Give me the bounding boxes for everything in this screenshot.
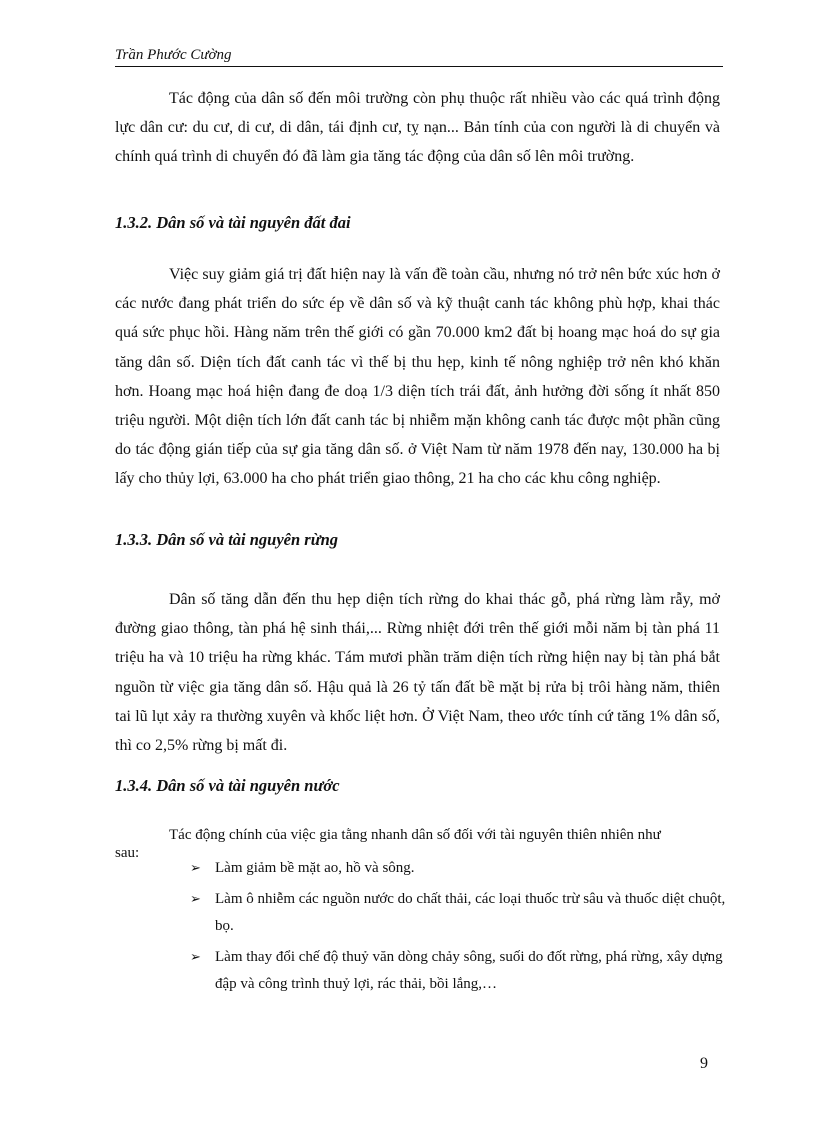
heading-1-3-2: 1.3.2. Dân số và tài nguyên đất đai bbox=[115, 213, 351, 232]
arrow-bullet-icon: ➢ bbox=[190, 949, 201, 965]
list-item bbox=[190, 855, 730, 883]
heading-1-3-3: 1.3.3. Dân số và tài nguyên rừng bbox=[115, 530, 339, 549]
arrow-bullet-icon: ➢ bbox=[190, 861, 201, 876]
water-impact-list bbox=[190, 855, 730, 1002]
list-item-text: Làm thay đổi chế độ thuỷ văn dòng chảy sông, suối do đốt rừng, phá rừng, xây dựng đập và công trình thuỷ lợi, rác thải, bồi lắng,… bbox=[215, 948, 723, 992]
header-divider bbox=[115, 66, 723, 67]
water-intro-continuation: sau: bbox=[115, 845, 140, 861]
list-item bbox=[190, 886, 730, 941]
paragraph-land-resources: Việc suy giảm giá trị đất hiện nay là vấn đề toàn cầu, nhưng nó trở nên bức xúc hơn ở các nước đang phát triển do sức ép về dân số và kỹ thuật canh tác không phù hợp, khai thác quá sức phục hồi. Hàng năm trên thế giới có gần 70.000 km2 đất bị hoang mạc hoá do sự gia tăng dân số. Diện tích đất canh tác vì thế bị thu hẹp, kinh tế nông nghiệp trở nên khó khăn hơn. Hoang mạc hoá hiện đang đe doạ 1/3 diện tích trái đất, ảnh hưởng đời sống ít nhất 850 triệu người. Một diện tích lớn đất canh tác bị nhiễm mặn không canh tác được một phần cũng do tác động gián tiếp của sự gia tăng dân số. ở Việt Nam từ năm 1978 đến nay, 130.000 ha bị lấy cho thủy lợi, 63.000 ha cho phát triển giao thông, 21 ha cho các khu công nghiệp. bbox=[115, 266, 720, 488]
list-item-text: Làm ô nhiễm các nguồn nước do chất thải, các loại thuốc trừ sâu và thuốc diệt chuột, bọ. bbox=[215, 890, 726, 934]
arrow-bullet-icon: ➢ bbox=[190, 891, 201, 907]
paragraph-population-dynamics: Tác động của dân số đến môi trường còn phụ thuộc rất nhiều vào các quá trình động lực dân cư: du cư, di cư, di dân, tái định cư, tỵ nạn... Bản tính của con người là di chuyển và chính quá trình di chuyển đó đã làm gia tăng tác động của dân số lên môi trường. bbox=[115, 90, 720, 166]
list-item bbox=[190, 944, 730, 999]
water-intro-line: Tác động chính của việc gia tằng nhanh dân số đối với tài nguyên thiên nhiên như bbox=[169, 827, 661, 843]
heading-1-3-4: 1.3.4. Dân số và tài nguyên nước bbox=[115, 776, 340, 795]
paragraph-forest-resources: Dân số tăng dẫn đến thu hẹp diện tích rừng do khai thác gỗ, phá rừng làm rẫy, mở đường giao thông, tàn phá hệ sinh thái,... Rừng nhiệt đới trên thế giới mỗi năm bị tàn phá 11 triệu ha và 10 triệu ha rừng khác. Tám mươi phần trăm diện tích rừng hiện nay bị tàn phá bắt nguồn từ việc gia tăng dân số. Hậu quả là 26 tỷ tấn đất bề mặt bị rửa bị trôi hàng năm, thiên tai lũ lụt xảy ra thường xuyên và khốc liệt hơn. Ở Việt Nam, theo ước tính cứ tăng 1% dân số, thì co 2,5% rừng bị mất đi. bbox=[115, 591, 720, 755]
running-header-author: Trần Phước Cường bbox=[115, 47, 232, 63]
list-item-text: Làm giảm bề mặt ao, hồ và sông. bbox=[215, 860, 415, 876]
page-number: 9 bbox=[700, 1055, 708, 1072]
